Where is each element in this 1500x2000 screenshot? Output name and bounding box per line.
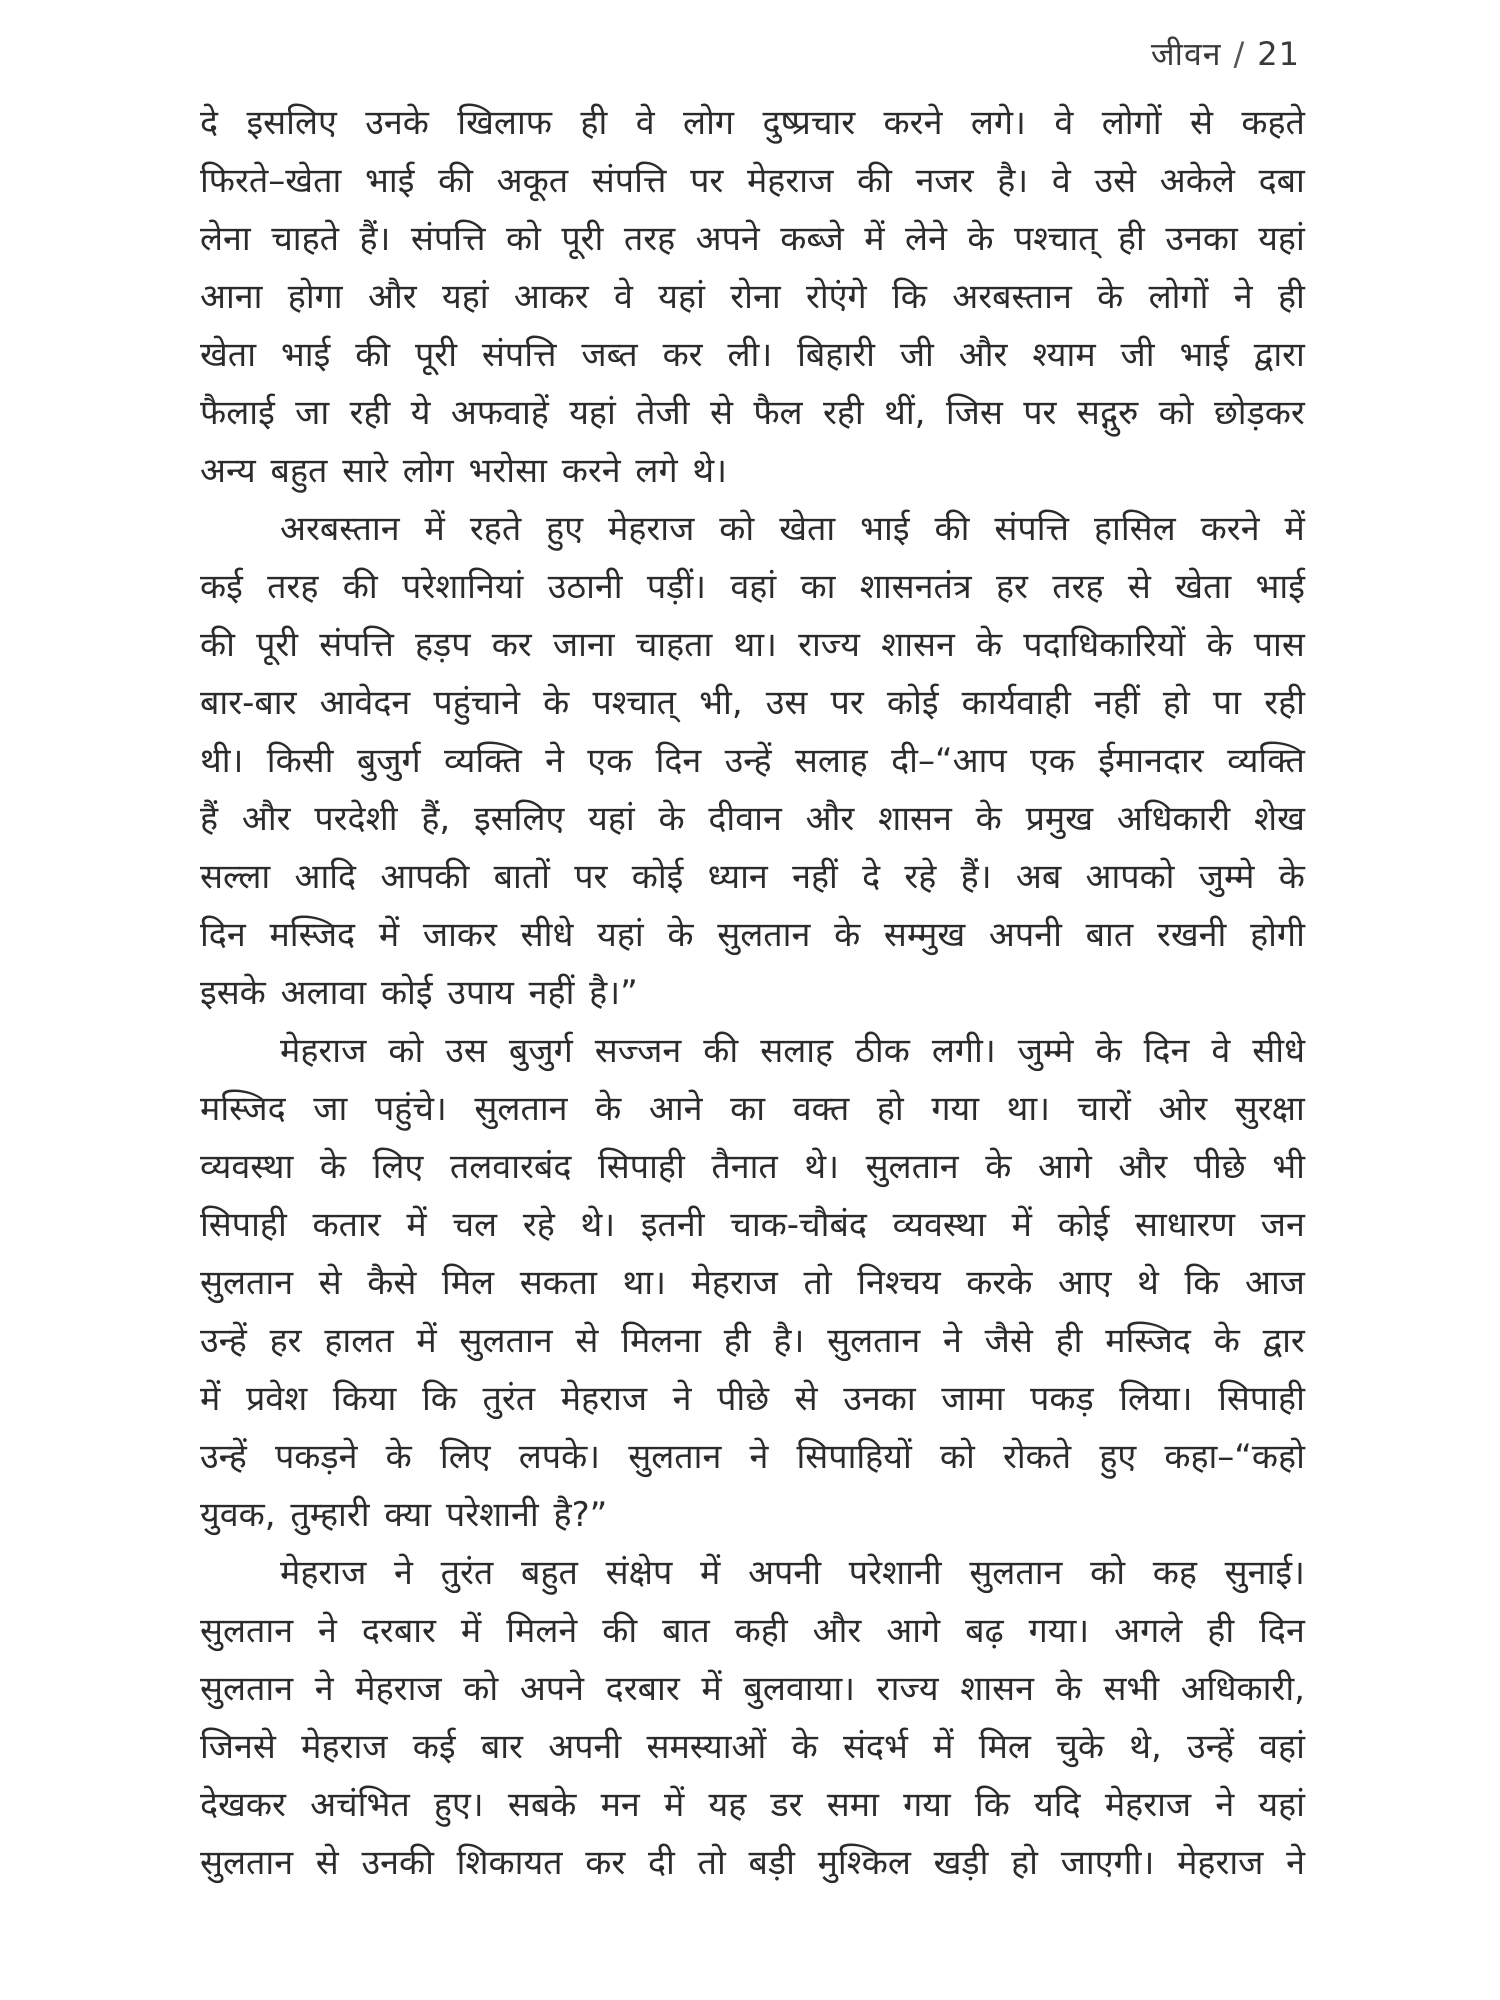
text-line: उन्हें पकड़ने के लिए लपके। सुलतान ने सिपाहियों को रोकते हुए कहा–“कहो: [200, 1437, 1305, 1477]
text-line: की पूरी संपत्ति हड़प कर जाना चाहता था। राज्य शासन के पदाधिकारियों के पास: [200, 625, 1305, 665]
text-line: सुलतान से उनकी शिकायत कर दी तो बड़ी मुश्किल खड़ी हो जाएगी। मेहराज ने: [200, 1843, 1305, 1883]
text-line: में प्रवेश किया कि तुरंत मेहराज ने पीछे से उनका जामा पकड़ लिया। सिपाही: [200, 1379, 1305, 1419]
text-line: इसके अलावा कोई उपाय नहीं है।”: [200, 973, 638, 1013]
paragraph: [200, 94, 1305, 500]
text-line: मस्जिद जा पहुंचे। सुलतान के आने का वक्त हो गया था। चारों ओर सुरक्षा: [200, 1089, 1305, 1129]
text-line: सिपाही कतार में चल रहे थे। इतनी चाक-चौबंद व्यवस्था में कोई साधारण जन: [200, 1205, 1305, 1245]
text-line: सुलतान ने मेहराज को अपने दरबार में बुलवाया। राज्य शासन के सभी अधिकारी,: [200, 1669, 1305, 1709]
text-line: देखकर अचंभित हुए। सबके मन में यह डर समा गया कि यदि मेहराज ने यहां: [200, 1785, 1305, 1825]
text-line: अन्य बहुत सारे लोग भरोसा करने लगे थे।: [200, 451, 728, 491]
running-title: जीवन: [1150, 35, 1222, 73]
text-line: युवक, तुम्हारी क्या परेशानी है?”: [200, 1495, 608, 1535]
page-number: 21: [1257, 35, 1300, 73]
text-line: दिन मस्जिद में जाकर सीधे यहां के सुलतान के सम्मुख अपनी बात रखनी होगी: [200, 915, 1305, 955]
text-line: फैलाई जा रही ये अफवाहें यहां तेजी से फैल रही थीं, जिस पर सद्गुरु को छोड़कर: [200, 393, 1305, 433]
text-line: बार-बार आवेदन पहुंचाने के पश्चात् भी, उस पर कोई कार्यवाही नहीं हो पा रही: [200, 683, 1305, 723]
page-header: [200, 34, 1300, 74]
text-line: जिनसे मेहराज कई बार अपनी समस्याओं के संदर्भ में मिल चुके थे, उन्हें वहां: [200, 1727, 1305, 1767]
text-line: अरबस्तान में रहते हुए मेहराज को खेता भाई की संपत्ति हासिल करने में: [280, 509, 1305, 549]
text-line: दे इसलिए उनके खिलाफ ही वे लोग दुष्प्रचार करने लगे। वे लोगों से कहते: [200, 103, 1305, 143]
text-line: थी। किसी बुजुर्ग व्यक्ति ने एक दिन उन्हें सलाह दी–“आप एक ईमानदार व्यक्ति: [200, 741, 1305, 781]
text-line: मेहराज को उस बुजुर्ग सज्जन की सलाह ठीक लगी। जुम्मे के दिन वे सीधे: [280, 1031, 1305, 1071]
text-block: [200, 94, 1305, 1892]
text-line: सुलतान ने दरबार में मिलने की बात कही और आगे बढ़ गया। अगले ही दिन: [200, 1611, 1305, 1651]
text-line: सल्ला आदि आपकी बातों पर कोई ध्यान नहीं दे रहे हैं। अब आपको जुम्मे के: [200, 857, 1305, 897]
text-line: लेना चाहते हैं। संपत्ति को पूरी तरह अपने कब्जे में लेने के पश्चात् ही उनका यहां: [200, 219, 1305, 259]
paragraph: [200, 1544, 1305, 1892]
text-line: आना होगा और यहां आकर वे यहां रोना रोएंगे कि अरबस्तान के लोगों ने ही: [200, 277, 1305, 317]
paragraph: [200, 500, 1305, 1022]
text-line: कई तरह की परेशानियां उठानी पड़ीं। वहां का शासनतंत्र हर तरह से खेता भाई: [200, 567, 1305, 607]
text-line: फिरते–खेता भाई की अकूत संपत्ति पर मेहराज की नजर है। वे उसे अकेले दबा: [200, 161, 1305, 201]
text-line: खेता भाई की पूरी संपत्ति जब्त कर ली। बिहारी जी और श्याम जी भाई द्वारा: [200, 335, 1305, 375]
text-line: हैं और परदेशी हैं, इसलिए यहां के दीवान और शासन के प्रमुख अधिकारी शेख: [200, 799, 1305, 839]
text-line: मेहराज ने तुरंत बहुत संक्षेप में अपनी परेशानी सुलतान को कह सुनाई।: [280, 1553, 1305, 1593]
paragraph: [200, 1022, 1305, 1544]
text-line: उन्हें हर हालत में सुलतान से मिलना ही है। सुलतान ने जैसे ही मस्जिद के द्वार: [200, 1321, 1305, 1361]
text-line: व्यवस्था के लिए तलवारबंद सिपाही तैनात थे। सुलतान के आगे और पीछे भी: [200, 1147, 1305, 1187]
text-line: सुलतान से कैसे मिल सकता था। मेहराज तो निश्चय करके आए थे कि आज: [200, 1263, 1305, 1303]
header-separator: /: [1233, 35, 1246, 73]
